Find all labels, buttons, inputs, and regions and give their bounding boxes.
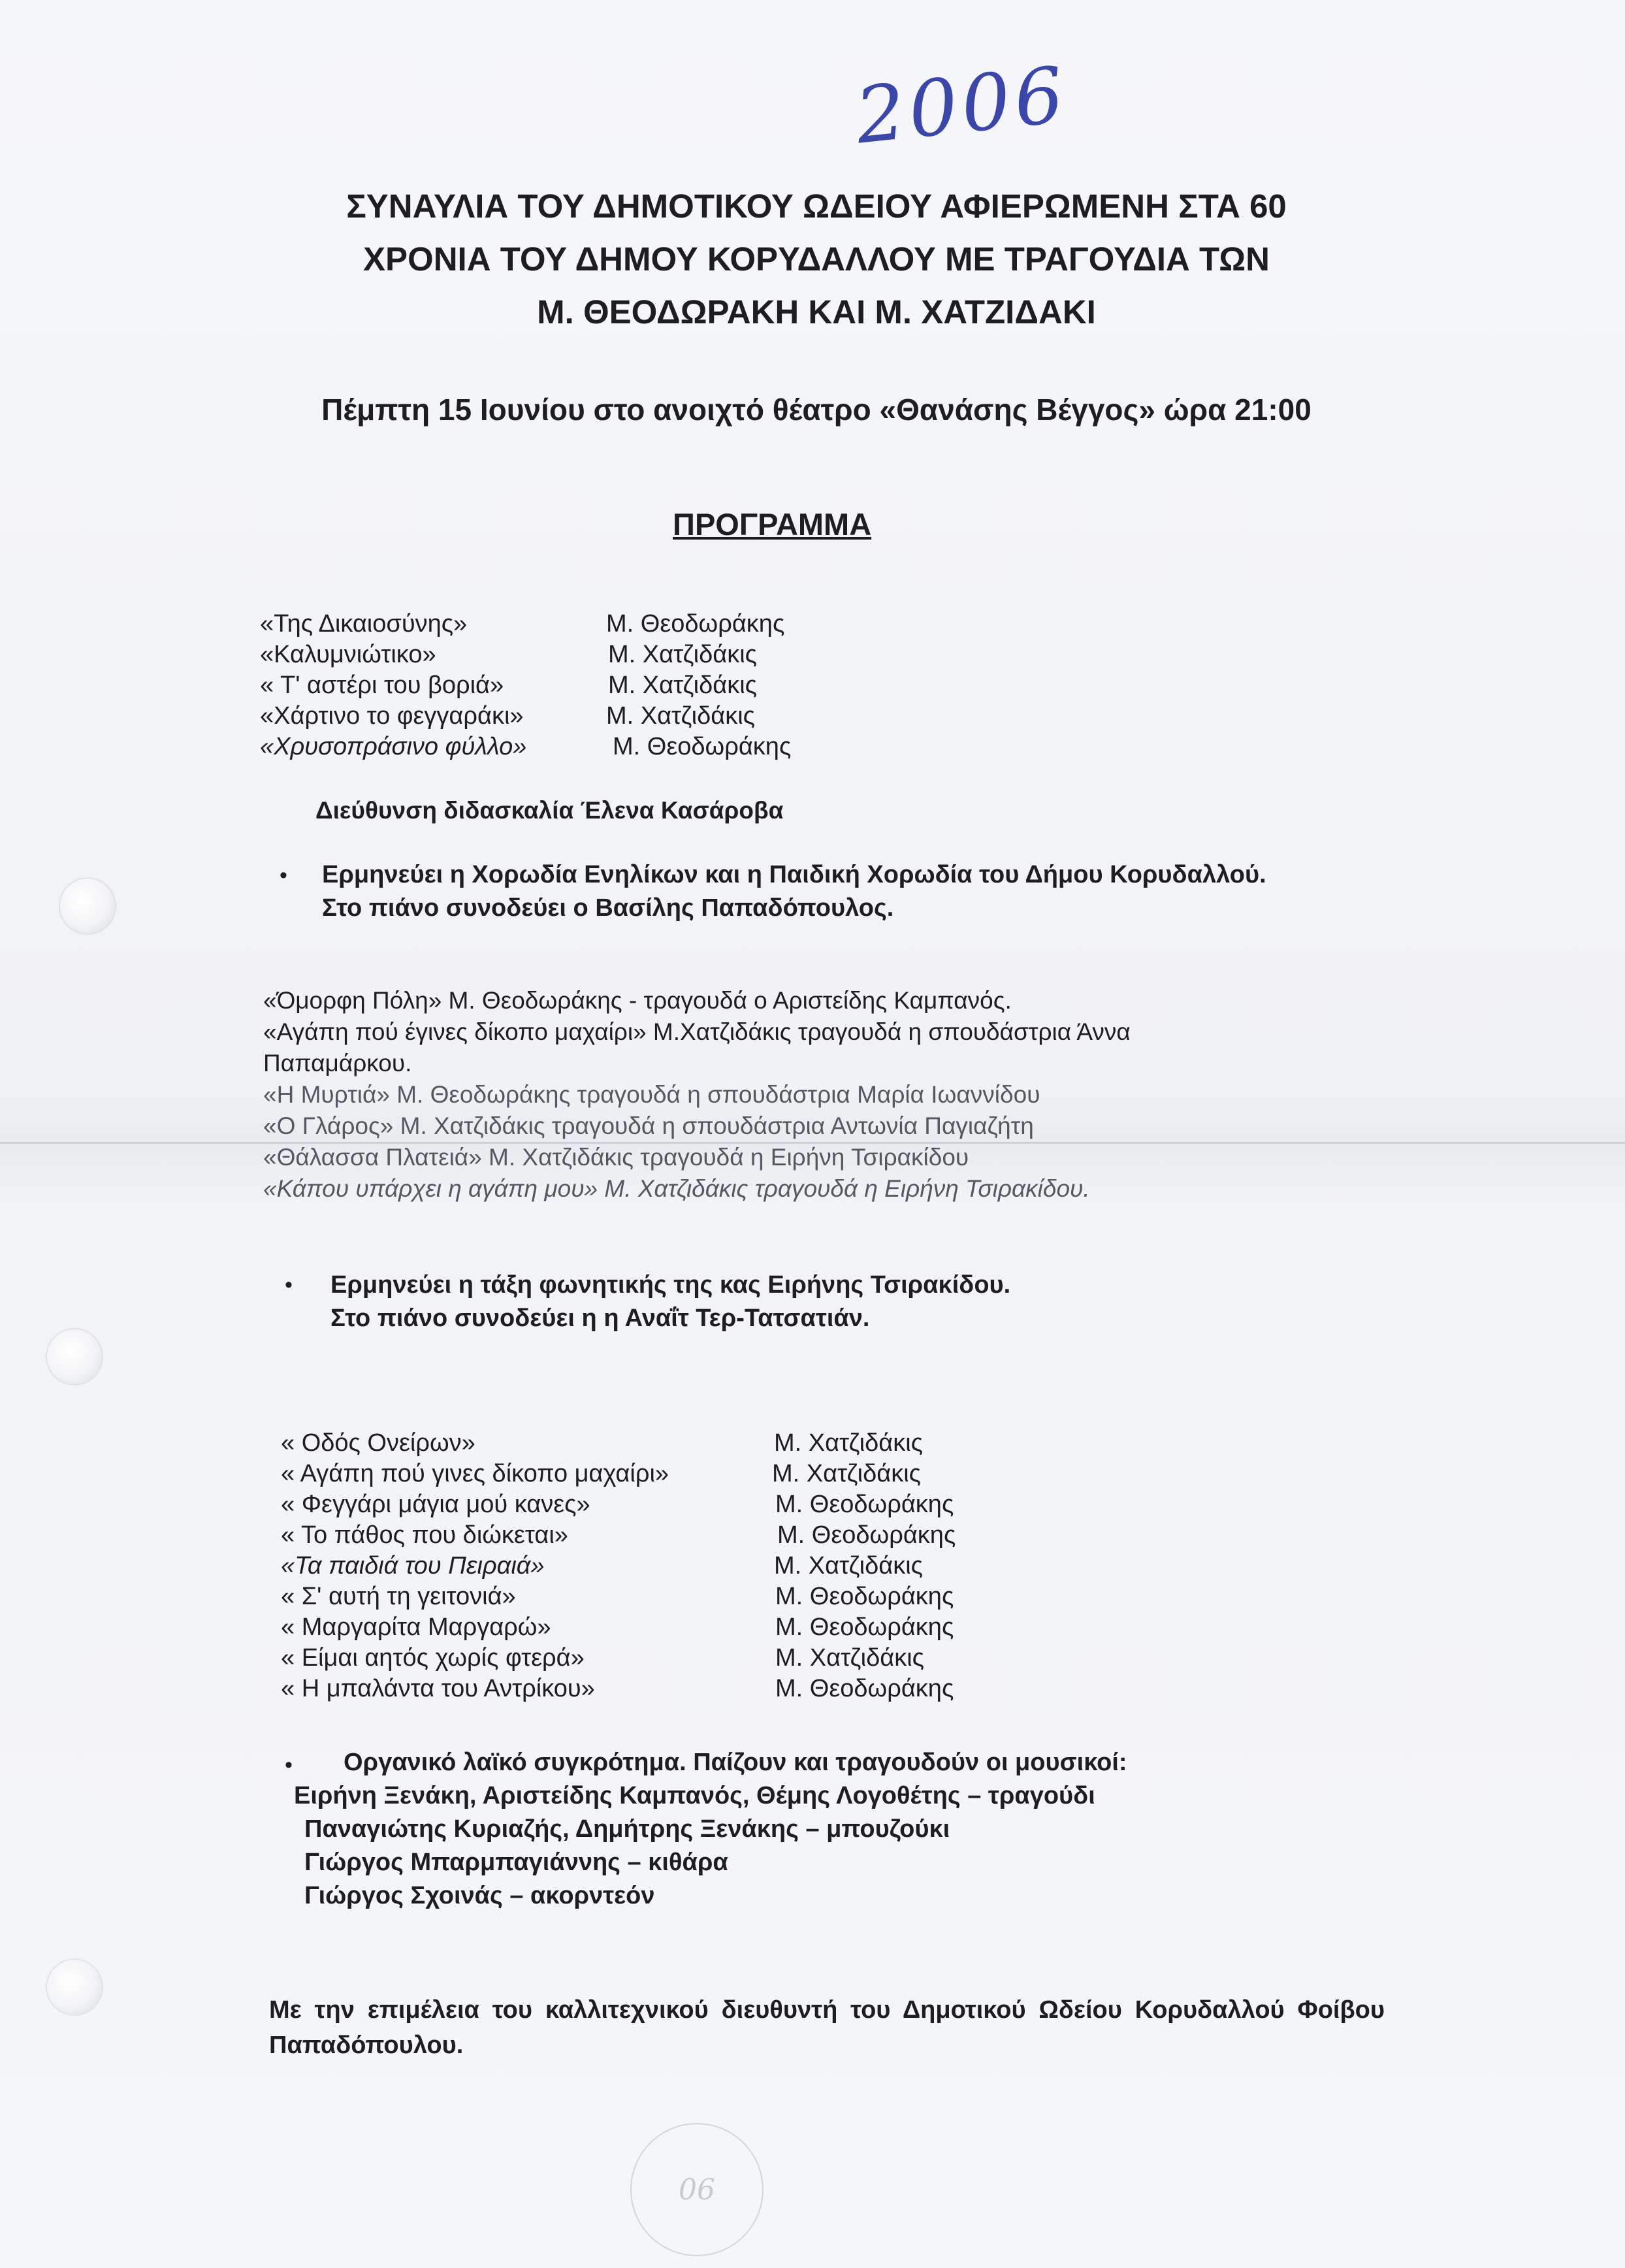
song-composer: Μ. Χατζιδάκις (608, 672, 757, 699)
song-title: « Η μπαλάντα του Αντρίκου» (281, 1675, 595, 1702)
song-composer: Μ. Χατζιδάκις (775, 1644, 924, 1672)
song-composer: Μ. Χατζιδάκις (608, 641, 757, 668)
vocal-note (330, 1269, 1010, 1335)
bullet-marker: • (280, 863, 287, 888)
solo-song-list (263, 985, 1256, 1205)
song-title: « Φεγγάρι μάγια μού κανες» (281, 1491, 590, 1518)
direction-credit: Διεύθυνση διδασκαλία Έλενα Κασάροβα (315, 797, 784, 824)
song-title: «Τα παιδιά του Πειραιά» (281, 1552, 545, 1580)
song-composer: Μ. Χατζιδάκις (774, 1429, 923, 1457)
song-row (281, 1674, 1065, 1704)
choir-note (322, 858, 1266, 925)
song-composer: Μ. Θεοδωράκης (775, 1491, 954, 1518)
song-row (281, 1489, 1065, 1520)
second-song-list (281, 1428, 1065, 1704)
song-title: «Της Δικαιοσύνης» (260, 610, 468, 638)
song-composer: Μ. Θεοδωράκης (775, 1675, 954, 1702)
song-composer: Μ. Θεοδωράκης (775, 1613, 954, 1641)
note-line: Στο πιάνο συνοδεύει η η Αναΐτ Τερ-Τατσατιάν. (330, 1304, 870, 1332)
note-line: Παναγιώτης Κυριαζής, Δημήτρης Ξενάκης – μπουζούκι (304, 1815, 950, 1843)
note-line: Ερμηνεύει η τάξη φωνητικής της κας Ειρήνης Τσιρακίδου. (330, 1271, 1011, 1299)
song-title: «Χρυσοπράσινο φύλλο» (260, 733, 527, 760)
event-date-venue: Πέμπτη 15 Ιουνίου στο ανοιχτό θέατρο «Θανάσης Βέγγος» ώρα 21:00 (321, 393, 1311, 427)
song-row (260, 640, 913, 670)
song-title: « Είμαι αητός χωρίς φτερά» (281, 1644, 585, 1672)
note-line: Ειρήνη Ξενάκη, Αριστείδης Καμπανός, Θέμης Λογοθέτης – τραγούδι (294, 1782, 1095, 1809)
song-row (260, 701, 913, 732)
note-line: Οργανικό λαϊκό συγκρότημα. Παίζουν και τραγουδούν οι μουσικοί: (344, 1749, 1127, 1776)
title-line: ΧΡΟΝΙΑ ΤΟΥ ΔΗΜΟΥ ΚΟΡΥΔΑΛΛΟΥ ΜΕ ΤΡΑΓΟΥΔΙΑ ΤΩΝ (363, 240, 1270, 278)
handwritten-year: 2006 (851, 49, 1072, 161)
title-line: Μ. ΘΕΟΔΩΡΑΚΗ ΚΑΙ Μ. ΧΑΤΖΙΔΑΚΙ (537, 293, 1096, 331)
program-heading: ΠΡΟΓΡΑΜΜΑ (673, 507, 872, 542)
song-title: « Οδός Ονείρων» (281, 1429, 475, 1457)
song-composer: Μ. Θεοδωράκης (613, 733, 792, 760)
song-composer: Μ. Χατζιδάκις (772, 1460, 921, 1487)
note-line: Γιώργος Σχοινάς – ακορντεόν (304, 1882, 655, 1909)
note-line: Στο πιάνο συνοδεύει ο Βασίλης Παπαδόπουλος. (322, 894, 894, 922)
song-row (281, 1551, 1065, 1581)
song-title: « Το πάθος που διώκεται» (281, 1521, 568, 1549)
first-song-list (260, 609, 913, 762)
song-composer: Μ. Θεοδωράκης (775, 1583, 954, 1610)
stamp-text: 06 (679, 2173, 715, 2207)
solo-line: «Όμορφη Πόλη» Μ. Θεοδωράκης - τραγουδά ο Αριστείδης Καμπανός. (263, 987, 1012, 1014)
song-composer: Μ. Χατζιδάκις (606, 702, 755, 730)
punch-hole (47, 1960, 102, 2015)
solo-line: «Αγάπη πού έγινες δίκοπο μαχαίρι» Μ.Χατζιδάκις τραγουδά η σπουδάστρια Άννα (263, 1018, 1131, 1045)
song-composer: Μ. Θεοδωράκης (777, 1521, 956, 1549)
solo-line: «Θάλασσα Πλατειά» Μ. Χατζιδάκις τραγουδά η Ειρήνη Τσιρακίδου (263, 1144, 969, 1171)
footer-credit: Με την επιμέλεια του καλλιτεχνικού διευθυντή του Δημοτικού Ωδείου Κορυδαλλού Φοίβου Παπαδόπουλου. (269, 1996, 1385, 2059)
solo-line: «Ο Γλάρος» Μ. Χατζιδάκις τραγουδά η σπουδάστρια Αντωνία Παγιαζήτη (263, 1112, 1034, 1139)
song-composer: Μ. Χατζιδάκις (774, 1552, 923, 1580)
note-line: Γιώργος Μπαρμπαγιάννης – κιθάρα (304, 1849, 728, 1876)
faint-stamp (630, 2123, 764, 2256)
title-line: ΣΥΝΑΥΛΙΑ ΤΟΥ ΔΗΜΟΤΙΚΟΥ ΩΔΕΙΟΥ ΑΦΙΕΡΩΜΕΝΗ ΣΤΑ 60 (346, 187, 1287, 225)
song-row (281, 1520, 1065, 1551)
note-line: Ερμηνεύει η Χορωδία Ενηλίκων και η Παιδική Χορωδία του Δήμου Κορυδαλλού. (322, 861, 1266, 888)
bullet-marker: • (285, 1272, 293, 1297)
song-title: «Καλυμνιώτικο» (260, 641, 436, 668)
song-row (281, 1581, 1065, 1612)
solo-line: «Η Μυρτιά» Μ. Θεοδωράκης τραγουδά η σπουδάστρια Μαρία Ιωαννίδου (263, 1081, 1040, 1108)
concert-title (170, 180, 1463, 338)
song-title: « Αγάπη πού γινες δίκοπο μαχαίρι» (281, 1460, 669, 1487)
song-composer: Μ. Θεοδωράκης (606, 610, 785, 638)
song-row (281, 1459, 1065, 1489)
solo-line: «Κάπου υπάρχει η αγάπη μου» Μ. Χατζιδάκις τραγουδά η Ειρήνη Τσιρακίδου. (263, 1175, 1090, 1202)
song-row (260, 609, 913, 640)
song-title: « Σ' αυτή τη γειτονιά» (281, 1583, 516, 1610)
punch-hole (47, 1329, 102, 1384)
song-row (281, 1428, 1065, 1459)
solo-line: Παπαμάρκου. (263, 1050, 412, 1077)
song-title: «Χάρτινο το φεγγαράκι» (260, 702, 524, 730)
song-row (260, 732, 913, 762)
bullet-marker: • (285, 1753, 293, 1777)
song-row (260, 670, 913, 701)
song-title: « Τ' αστέρι του βοριά» (260, 672, 504, 699)
song-row (281, 1643, 1065, 1674)
song-row (281, 1612, 1065, 1643)
ensemble-note (294, 1746, 1127, 1913)
song-title: « Μαργαρίτα Μαργαρώ» (281, 1613, 551, 1641)
punch-hole (60, 879, 115, 933)
